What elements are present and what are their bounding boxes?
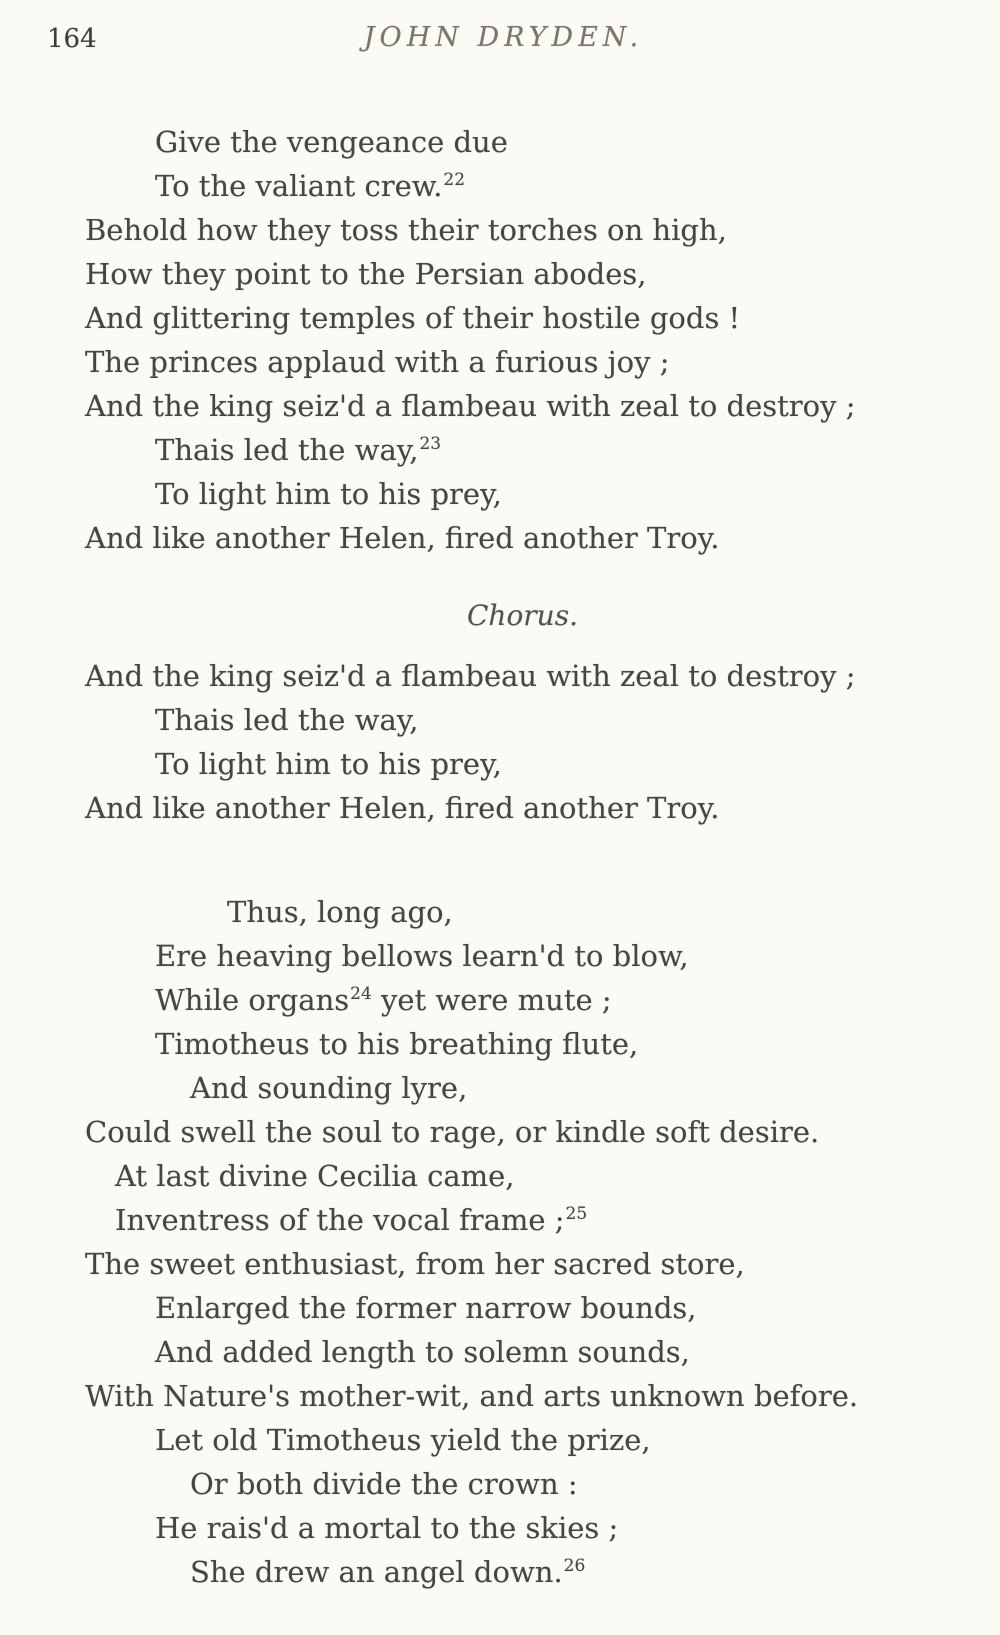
poem-line (85, 654, 960, 698)
poem-line (85, 1506, 960, 1550)
line-text: To light him to his prey, (155, 477, 502, 511)
poem-line (85, 340, 960, 384)
poem-line (85, 120, 960, 164)
poem-line (85, 472, 960, 516)
line-text: Enlarged the former narrow bounds, (155, 1291, 697, 1325)
poem-line (85, 1418, 960, 1462)
line-text: With Nature's mother-wit, and arts unknown before. (85, 1379, 859, 1413)
poem-line (85, 384, 960, 428)
footnote-ref-22: 22 (443, 170, 466, 191)
poem-line (85, 1066, 960, 1110)
poem-line (85, 1550, 960, 1594)
page-header (47, 22, 960, 64)
line-text: To light him to his prey, (155, 747, 502, 781)
line-text: Thais led the way, (155, 433, 419, 467)
line-text: Ere heaving bellows learn'd to blow, (155, 939, 689, 973)
poem-line (85, 516, 960, 560)
footnote-ref-23: 23 (419, 434, 442, 455)
line-text: He rais'd a mortal to the skies ; (155, 1511, 619, 1545)
line-text: At last divine Cecilia came, (115, 1159, 515, 1193)
poem-line (85, 890, 960, 934)
line-text: And sounding lyre, (190, 1071, 468, 1105)
line-text: Let old Timotheus yield the prize, (155, 1423, 651, 1457)
poem-line (85, 1330, 960, 1374)
poem-line (85, 742, 960, 786)
poem-line (85, 164, 960, 208)
line-text: And like another Helen, fired another Troy. (85, 521, 720, 555)
running-header: JOHN DRYDEN. (363, 22, 644, 53)
poem-line (85, 1242, 960, 1286)
poem-line (85, 698, 960, 742)
line-text: And the king seiz'd a flambeau with zeal to destroy ; (85, 389, 856, 423)
poem-line (85, 934, 960, 978)
line-text: To the valiant crew. (155, 169, 443, 203)
line-text: The sweet enthusiast, from her sacred store, (85, 1247, 745, 1281)
poem-line (85, 786, 960, 830)
footnote-ref-25: 25 (565, 1204, 588, 1225)
poem-line (85, 428, 960, 472)
line-text: Behold how they toss their torches on high, (85, 213, 727, 247)
line-text: Or both divide the crown : (190, 1467, 578, 1501)
stanza-1 (85, 120, 960, 560)
line-text: Inventress of the vocal frame ; (115, 1203, 565, 1237)
poem-line (85, 252, 960, 296)
poem-line (85, 978, 960, 1022)
footnote-ref-26: 26 (563, 1556, 586, 1577)
poem-body (47, 120, 960, 1594)
line-text: Timotheus to his breathing flute, (155, 1027, 639, 1061)
line-text: Could swell the soul to rage, or kindle soft desire. (85, 1115, 820, 1149)
line-text: Thais led the way, (155, 703, 419, 737)
line-text: Thus, long ago, (227, 895, 453, 929)
chorus-stanza (85, 654, 960, 830)
line-text: And the king seiz'd a flambeau with zeal to destroy ; (85, 659, 856, 693)
line-text: And like another Helen, fired another Troy. (85, 791, 720, 825)
line-text: yet were mute ; (371, 983, 612, 1017)
poem-line (85, 1374, 960, 1418)
stanza-2 (85, 890, 960, 1594)
poem-line (85, 1462, 960, 1506)
poem-line (85, 1198, 960, 1242)
poem-line (85, 1286, 960, 1330)
line-text: The princes applaud with a furious joy ; (85, 345, 670, 379)
poem-line (85, 1022, 960, 1066)
line-text: While organs (155, 983, 350, 1017)
poem-line (85, 208, 960, 252)
poem-line (85, 1110, 960, 1154)
line-text: Give the vengeance due (155, 125, 508, 159)
line-text: And glittering temples of their hostile gods ! (85, 301, 741, 335)
footnote-ref-24: 24 (350, 984, 372, 1005)
line-text: And added length to solemn sounds, (155, 1335, 690, 1369)
line-text: She drew an angel down. (190, 1555, 563, 1589)
poem-line (85, 1154, 960, 1198)
page-number: 164 (47, 24, 97, 54)
poem-line (85, 296, 960, 340)
chorus-heading: Chorus. (466, 599, 578, 632)
line-text: How they point to the Persian abodes, (85, 257, 647, 291)
